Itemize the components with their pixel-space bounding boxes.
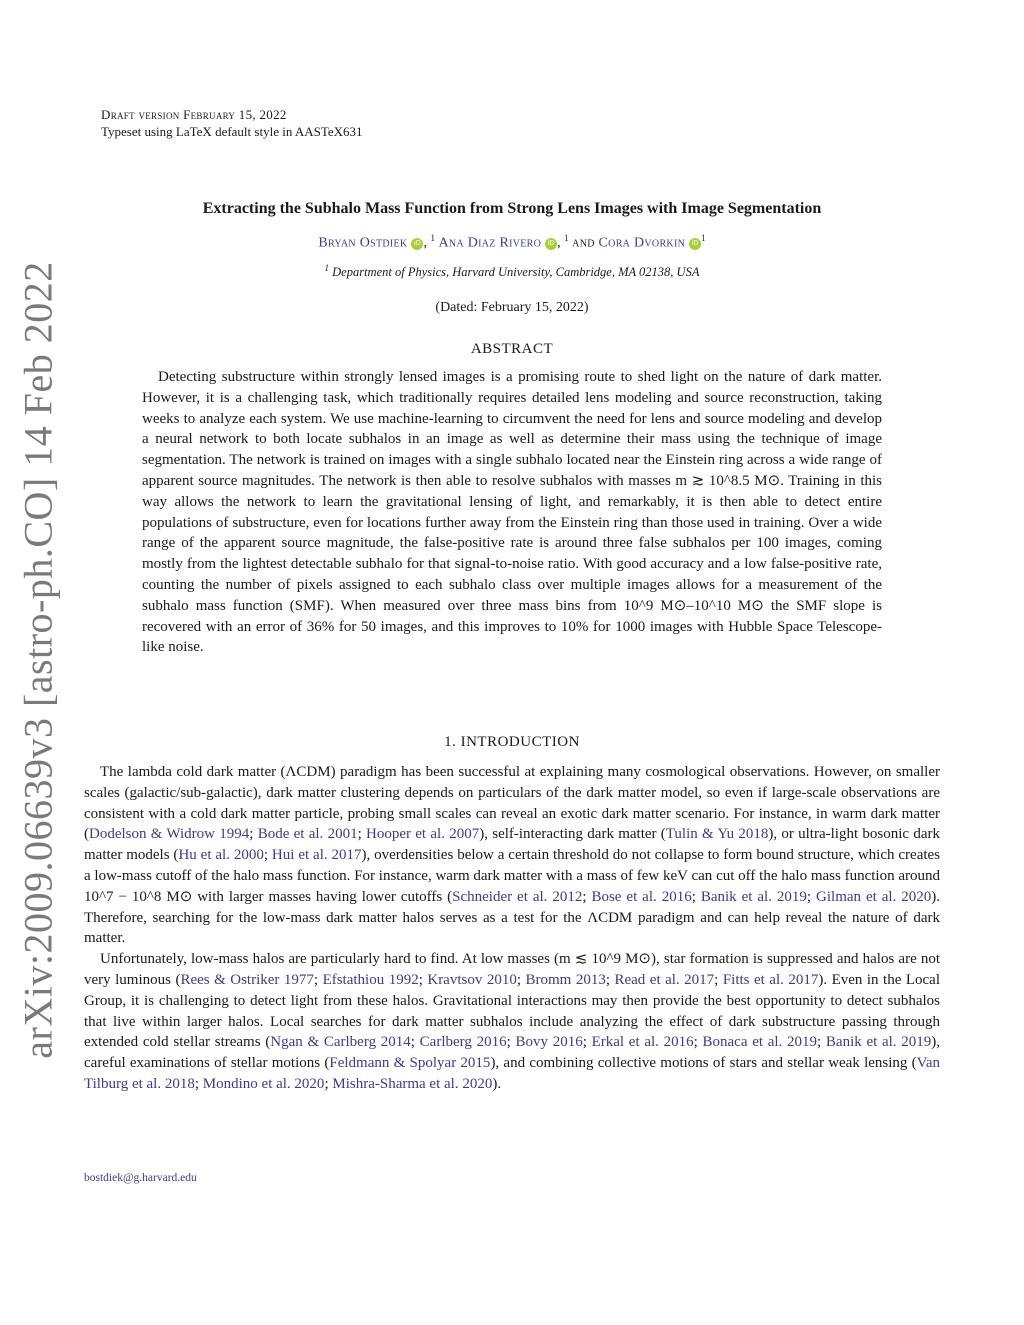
citation-link[interactable]: Kravtsov 2010 xyxy=(427,971,517,988)
intro-paragraph-2 xyxy=(84,949,940,1095)
affiliation-text: Department of Physics, Harvard University, Cambridge, MA 02138, USA xyxy=(332,265,700,280)
citation-link[interactable]: Erkal et al. 2016 xyxy=(591,1034,694,1051)
abstract-body: Detecting substructure within strongly lensed images is a promising route to shed light on the nature of dark matter. However, it is a challenging task, which traditionally requires detailed lens modeling and source reconstruction, taking weeks to analyze each system. We use machine-learning to circumvent the need for lens and source modeling and develop a neural network to both locate subhalos in an image as well as determine their mass using the technique of image segmentation. The network is trained on images with a single subhalo located near the Einstein ring across a wide range of apparent source magnitudes. The network is then able to resolve subhalos with masses m ≳ 10^8.5 M⊙. Training in this way allows the network to learn the gravitational lensing of light, and remarkably, it is then able to detect entire populations of substructure, even for locations further away from the Einstein ring than those used in training. Over a wide range of the apparent source magnitude, the false-positive rate is around three false subhalos per 100 images, coming mostly from the lightest detectable subhalo for that signal-to-noise ratio. With good accuracy and a low false-positive rate, counting the number of pixels assigned to each subhalo class over multiple images allows for a measurement of the subhalo mass function (SMF). When measured over three mass bins from 10^9 M⊙–10^10 M⊙ the SMF slope is recovered with an error of 36% for 50 images, and this improves to 10% for 1000 images with Hubble Space Telescope-like noise. xyxy=(142,369,882,656)
paragraph-text: ). Therefore, searching for the low-mass dark matter halos serves as a test for the ΛCDM paradigm and can help reveal the nature of dark matter. xyxy=(84,888,941,947)
paragraph-text: ; xyxy=(410,1034,420,1051)
affiliation-mark: 1 xyxy=(564,233,569,243)
paragraph-text: ; xyxy=(516,971,526,988)
orcid-icon[interactable]: iD xyxy=(689,238,701,250)
paragraph-text: ). Even in the Local Group, it is challenging to detect light from these halos. Gravitational interactions may then provide the best opportunity to detect subhalos that live within larger halos. Local searches for dark matter subhalos include analyzing the effect of dark substructure passing through extended cold stellar streams ( xyxy=(84,971,940,1051)
arxiv-sidebar xyxy=(8,261,68,1059)
paragraph-text: ; xyxy=(313,971,323,988)
paragraph-text: ; xyxy=(693,1034,703,1051)
citation-link[interactable]: Van Tilburg et al. 2018 xyxy=(84,1055,940,1092)
author-name[interactable]: Cora Dvorkin xyxy=(598,235,686,251)
author-name[interactable]: Bryan Ostdiek xyxy=(318,235,408,251)
paragraph-text: The lambda cold dark matter (ΛCDM) paradigm has been successful at explaining many cosmological observations. However, on smaller scales (galactic/sub-galactic), dark matter clustering depends on particulars of the dark matter model, so even if large-scale observations are consistent with a cold dark matter particle, probing small scales can reveal an exotic dark matter scenario. For instance, in warm dark matter ( xyxy=(84,764,940,843)
author-conjunction: and xyxy=(572,235,599,251)
typeset-note: Typeset using LaTeX default style in AASTeX631 xyxy=(101,124,363,139)
citation-link[interactable]: Carlberg 2016 xyxy=(419,1034,507,1051)
paragraph-text: ), careful examinations of stellar motions ( xyxy=(84,1034,941,1072)
author-separator: , xyxy=(423,235,431,251)
paragraph-text: ; xyxy=(194,1075,203,1092)
citation-link[interactable]: Mondino et al. 2020 xyxy=(202,1075,325,1092)
draft-version: Draft version February 15, 2022 xyxy=(101,107,287,122)
preprint-header xyxy=(101,106,363,140)
paragraph-text: ; xyxy=(249,826,258,843)
paragraph-text: ; xyxy=(691,888,701,905)
citation-link[interactable]: Ngan & Carlberg 2014 xyxy=(270,1034,411,1051)
citation-link[interactable]: Bose et al. 2016 xyxy=(591,888,692,905)
abstract-heading: ABSTRACT xyxy=(470,341,554,357)
intro-paragraph-1 xyxy=(84,762,940,949)
date-line: (Dated: February 15, 2022) xyxy=(435,300,589,315)
citation-link[interactable]: Banik et al. 2019 xyxy=(825,1034,932,1051)
citation-link[interactable]: Read et al. 2017 xyxy=(614,971,715,988)
paper-title: Extracting the Subhalo Mass Function from Strong Lens Images with Image Segmentation xyxy=(202,200,822,217)
citation-link[interactable]: Dodelson & Widrow 1994 xyxy=(89,826,250,843)
paragraph-text: ; xyxy=(418,971,428,988)
paragraph-text: ; xyxy=(582,888,592,905)
orcid-icon[interactable]: iD xyxy=(545,238,557,250)
citation-link[interactable]: Mishra-Sharma et al. 2020 xyxy=(332,1075,493,1092)
affiliation xyxy=(60,263,964,280)
affiliation-number: 1 xyxy=(324,263,330,273)
author-separator: , xyxy=(557,235,565,251)
paragraph-text: ; xyxy=(263,847,272,864)
citation-link[interactable]: Schneider et al. 2012 xyxy=(452,888,583,905)
affiliation-mark: 1 xyxy=(430,233,435,243)
paragraph-text: ; xyxy=(817,1034,826,1051)
arxiv-identifier: arXiv:2009.06639v3 [astro-ph.CO] 14 Feb 2022 xyxy=(15,261,61,1059)
citation-link[interactable]: Tulin & Yu 2018 xyxy=(665,826,769,843)
citation-link[interactable]: Banik et al. 2019 xyxy=(700,888,807,905)
citation-link[interactable]: Hu et al. 2000 xyxy=(178,847,264,864)
paragraph-text: ; xyxy=(806,888,817,905)
citation-link[interactable]: Bode et al. 2001 xyxy=(257,826,358,843)
paragraph-text: ; xyxy=(714,971,723,988)
introduction-body xyxy=(84,762,940,1095)
affiliation-mark: 1 xyxy=(701,233,706,243)
section-heading-introduction: 1. INTRODUCTION xyxy=(444,734,580,750)
orcid-icon[interactable]: iD xyxy=(411,238,423,250)
citation-link[interactable]: Hooper et al. 2007 xyxy=(366,826,480,843)
paragraph-text: ; xyxy=(357,826,367,843)
author-list xyxy=(60,233,964,252)
author-name[interactable]: Ana Diaz Rivero xyxy=(438,235,542,251)
citation-link[interactable]: Gilman et al. 2020 xyxy=(816,888,932,905)
paragraph-text: ; xyxy=(605,971,615,988)
paragraph-text: ; xyxy=(324,1075,333,1092)
footnote-email[interactable]: bostdiek@g.harvard.edu xyxy=(84,1172,197,1184)
paragraph-text: ), self-interacting dark matter ( xyxy=(479,826,666,843)
citation-link[interactable]: Bovy 2016 xyxy=(515,1034,583,1051)
paragraph-text: Unfortunately, low-mass halos are particularly hard to find. At low masses (m ≲ 10^9 M⊙), star formation is suppressed and halos are not very luminous ( xyxy=(84,951,940,988)
paragraph-text: ; xyxy=(582,1034,592,1051)
paragraph-text: ), overdensities below a certain threshold do not collapse to form bound structure, which creates a low-mass cutoff of the halo mass function. For instance, warm dark matter with a mass of few keV can cut off the halo mass function around 10^7 − 10^8 M⊙ with larger masses having lower cutoffs ( xyxy=(84,847,941,905)
paragraph-text: ). xyxy=(492,1075,502,1092)
citation-link[interactable]: Hui et al. 2017 xyxy=(271,847,362,864)
citation-link[interactable]: Rees & Ostriker 1977 xyxy=(180,971,314,988)
paragraph-text: ), or ultra-light bosonic dark matter models ( xyxy=(84,826,940,864)
citation-link[interactable]: Bonaca et al. 2019 xyxy=(702,1034,818,1051)
citation-link[interactable]: Feldmann & Spolyar 2015 xyxy=(329,1055,491,1072)
citation-link[interactable]: Efstathiou 1992 xyxy=(322,971,419,988)
paragraph-text: ), and combining collective motions of stars and stellar weak lensing ( xyxy=(490,1055,917,1072)
citation-link[interactable]: Fitts et al. 2017 xyxy=(722,971,819,988)
paragraph-text: ; xyxy=(506,1034,516,1051)
citation-link[interactable]: Bromm 2013 xyxy=(525,971,606,988)
